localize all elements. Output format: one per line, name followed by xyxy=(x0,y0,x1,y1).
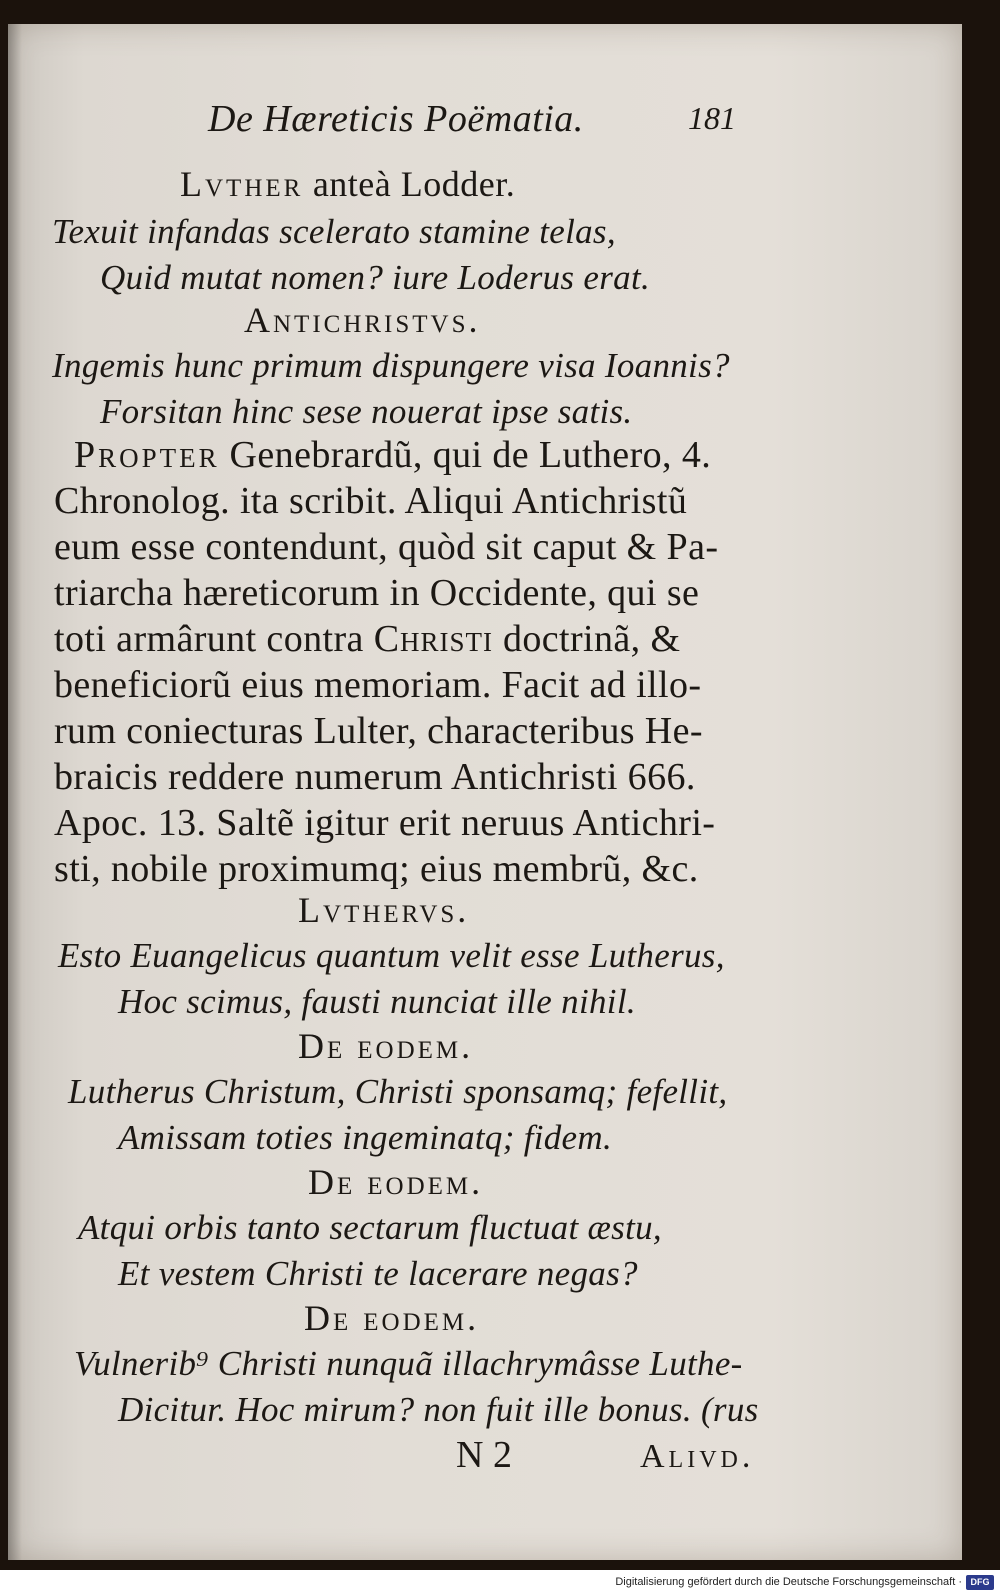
prose-line: braicis reddere numerum Antichristi 666. xyxy=(54,756,696,798)
verse-line: Forsitan hinc sese nouerat ipse satis. xyxy=(100,392,633,431)
prose-smallcaps: Propter xyxy=(74,434,220,476)
prose-line: Apoc. 13. Saltẽ igitur erit neruus Antichri- xyxy=(54,802,716,844)
prose-line xyxy=(74,436,711,474)
verse-line: Et vestem Christi te lacerare negas? xyxy=(118,1254,638,1293)
prose-line xyxy=(54,620,680,658)
prose-smallcaps: Christi xyxy=(373,618,494,660)
prose-line: beneficiorũ eius memoriam. Facit ad illo- xyxy=(54,664,702,706)
prose-text: Genebrardũ, qui de Luthero, 4. xyxy=(219,434,712,476)
prose-line: rum coniecturas Lulter, characteribus He- xyxy=(54,710,703,752)
heading-smallcaps: Antichristvs. xyxy=(244,300,481,340)
verse-line: Quid mutat nomen? iure Loderus erat. xyxy=(100,258,651,297)
verse-line: Vulnerib⁹ Christi nunquã illachrymâsse Luthe- xyxy=(74,1344,743,1383)
verse-line: Dicitur. Hoc mirum? non fuit ille bonus. (rus xyxy=(118,1390,759,1429)
heading-smallcaps: De eodem. xyxy=(298,1026,474,1066)
prose-line: Chronolog. ita scribit. Aliqui Antichristũ xyxy=(54,480,688,522)
attribution-text: Digitalisierung gefördert durch die Deutsche Forschungsgemeinschaft · xyxy=(615,1576,962,1588)
page-number: 181 xyxy=(688,100,736,136)
section-heading xyxy=(304,1300,479,1336)
section-heading xyxy=(308,1164,483,1200)
prose-text: toti armârunt contra xyxy=(54,618,374,660)
verse-line: Ingemis hunc primum dispungere visa Ioannis? xyxy=(52,346,730,385)
verse-line: Esto Euangelicus quantum velit esse Lutherus, xyxy=(58,936,725,975)
verse-line: Amissam toties ingeminatq; fidem. xyxy=(118,1118,613,1157)
heading-smallcaps: Lvthervs. xyxy=(298,890,470,930)
verse-line: Texuit infandas scelerato stamine telas, xyxy=(52,212,616,251)
heading-smallcaps: Lvther xyxy=(180,164,304,204)
heading-text: anteà Lodder. xyxy=(303,164,516,204)
prose-line: sti, nobile proximumq; eius membrũ, &c. xyxy=(54,848,699,890)
running-title: De Hæreticis Poëmatia. xyxy=(208,98,584,140)
prose-line: triarcha hæreticorum in Occidente, qui se xyxy=(54,572,700,614)
signature-mark: N 2 xyxy=(456,1434,512,1476)
section-heading xyxy=(244,302,481,338)
book-page xyxy=(8,24,962,1560)
attribution-bar xyxy=(0,1572,1000,1594)
section-heading xyxy=(180,166,515,202)
catchword: Alivd. xyxy=(640,1438,755,1475)
section-heading xyxy=(298,1028,473,1064)
verse-line: Atqui orbis tanto sectarum fluctuat æstu, xyxy=(78,1208,662,1247)
prose-line: eum esse contendunt, quòd sit caput & Pa- xyxy=(54,526,719,568)
section-heading xyxy=(298,892,469,928)
verse-line: Hoc scimus, fausti nunciat ille nihil. xyxy=(118,982,636,1021)
verse-line: Lutherus Christum, Christi sponsamq; fefellit, xyxy=(68,1072,728,1111)
prose-text: doctrinã, & xyxy=(493,618,681,660)
heading-smallcaps: De eodem. xyxy=(308,1162,484,1202)
heading-smallcaps: De eodem. xyxy=(304,1298,480,1338)
dfg-logo[interactable]: DFG xyxy=(966,1575,994,1590)
